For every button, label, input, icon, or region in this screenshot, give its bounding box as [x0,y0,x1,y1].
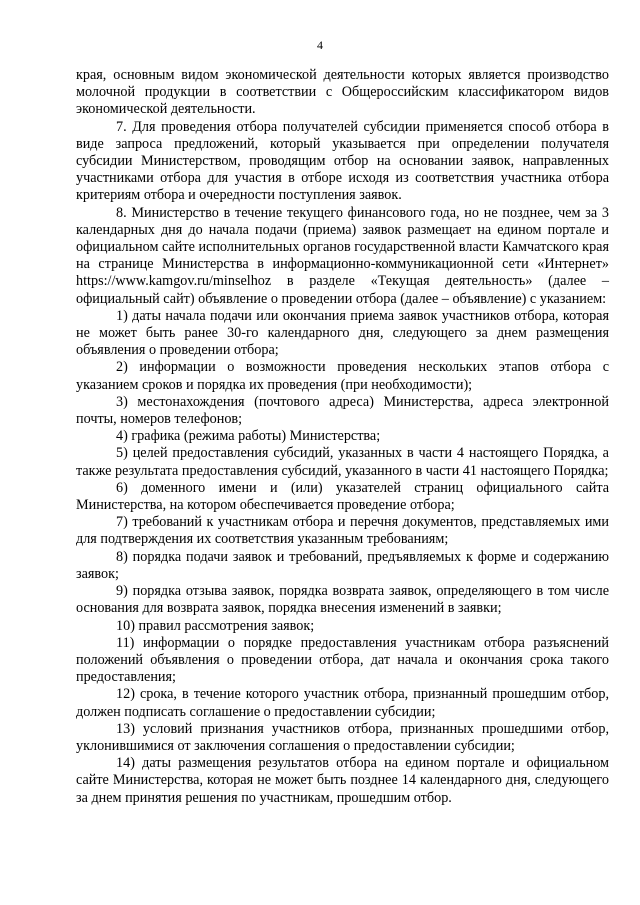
list-item-14: 14) даты размещения результатов отбора на едином портале и официальном сайте Министерства, которая не может быть позднее 14 календарного дня, следующего за днем принятия решения по участникам, прошедшим отбор. [76,755,609,806]
list-item-11: 11) информации о порядке предоставления участникам отбора разъяснений положений объявления о проведении отбора, дат начала и окончания срока такого предоставления; [76,634,609,686]
list-item-4: 4) графика (режима работы) Министерства; [116,428,381,445]
page-number: 4 [317,38,323,52]
list-item-3: 3) местонахождения (почтового адреса) Министерства, адреса электронной почты, номеров телефонов; [76,393,609,428]
paragraph-continuation: края, основным видом экономической деятельности которых является производство молочной продукции в соответствии с Общероссийским классификатором видов экономической деятельности. [76,67,609,118]
list-item-12: 12) срока, в течение которого участник отбора, признанный прошедшим отбор, должен подписать соглашение о предоставлении субсидии; [76,686,609,720]
paragraph-8: 8. Министерство в течение текущего финансового года, но не позднее, чем за 3 календарных дня до начала подачи (приема) заявок размещает на едином портале и официальном сайте исполнительных органов государственной власти Камчатского края на странице Министерства в информационно-коммуникационной сети «Интернет» https://www.kamgov.ru/minselhoz в разделе «Текущая деятельность» (далее – официальный сайт) объявление о проведении отбора (далее – объявление) с указанием: [76,204,609,307]
list-item-6: 6) доменного имени и (или) указателей страниц официального сайта Министерства, на котором обеспечивается проведение отбора; [76,479,609,514]
list-item-10: 10) правил рассмотрения заявок; [116,617,315,634]
list-item-5: 5) целей предоставления субсидий, указанных в части 4 настоящего Порядка, а также результата предоставления субсидий, указанного в части 41 настоящего Порядка; [76,445,609,479]
document-body [76,67,609,807]
list-item-2: 2) информации о возможности проведения нескольких этапов отбора с указанием сроков и порядка их проведения (при необходимости); [76,359,609,393]
list-item-7: 7) требований к участникам отбора и перечня документов, представляемых ими для подтверждения их соответствия указанным требованиям; [76,514,609,548]
list-item-13: 13) условий признания участников отбора, признанных прошедшими отбор, уклонившимися от заключения соглашения о предоставлении субсидии; [76,720,609,754]
list-item-8: 8) порядка подачи заявок и требований, предъявляемых к форме и содержанию заявок; [76,548,609,582]
paragraph-7: 7. Для проведения отбора получателей субсидии применяется способ отбора в виде запроса предложений, который указывается при определении получателя субсидии Министерством, проводящим отбор на основании заявок, направленных участниками отбора для участия в отборе исходя из соответствия участника отбора критериям отбора и очередности поступления заявок. [76,118,609,204]
list-item-1: 1) даты начала подачи или окончания приема заявок участников отбора, которая не может быть ранее 30-го календарного дня, следующего за днем размещения объявления о проведении отбора; [76,307,609,359]
list-item-9: 9) порядка отзыва заявок, порядка возврата заявок, определяющего в том числе основания для возврата заявок, порядка внесения изменений в заявки; [76,583,609,617]
